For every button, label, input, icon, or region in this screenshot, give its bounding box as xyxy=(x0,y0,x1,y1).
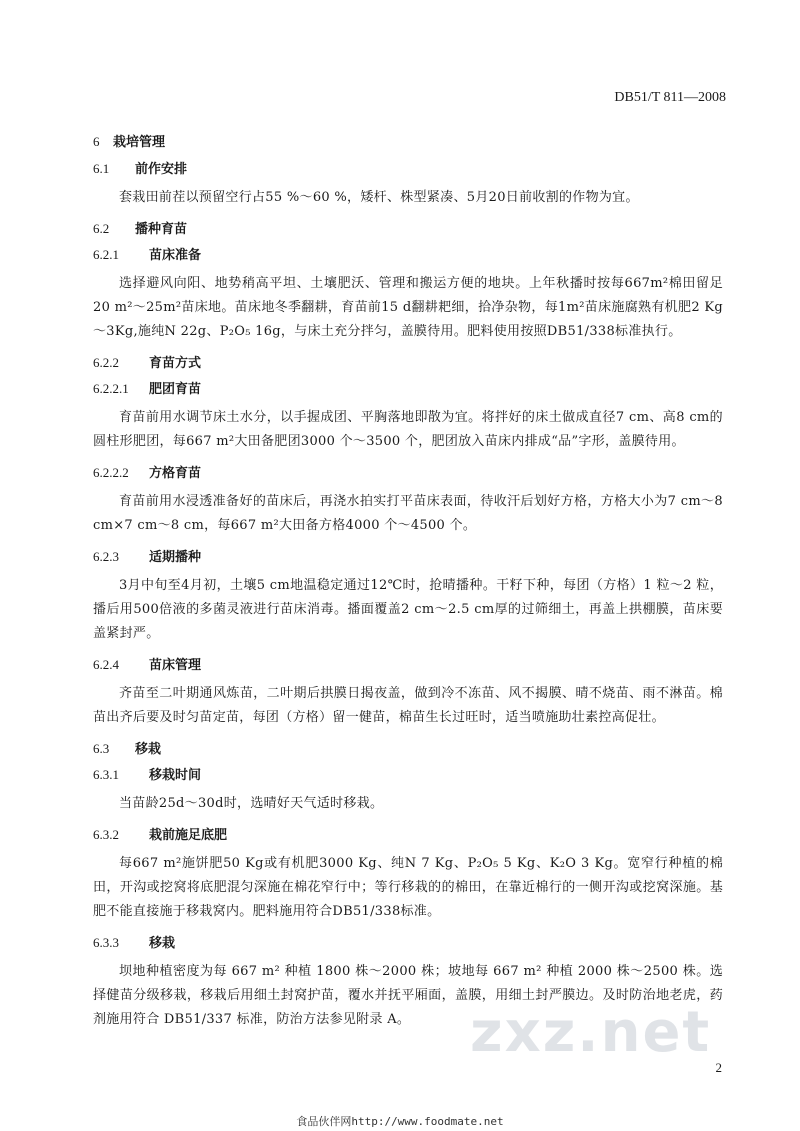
body-paragraph: 当苗龄25d～30d时，选晴好天气适时移栽。 xyxy=(119,796,384,811)
body-paragraph: 育苗前用水浸透准备好的苗床后，再浇水拍实打平苗床表面，待收汗后划好方格，方格大小为7 cm～8 cm×7 cm～8 cm，每667 m²大田备方格4000 个～4500 个。 xyxy=(93,494,723,533)
section-title: 移栽时间 xyxy=(149,768,202,783)
page-footer: 食品伙伴网http://www.foodmate.net xyxy=(296,1115,504,1128)
section-number: 6.3.2 xyxy=(93,827,119,842)
section-title: 播种育苗 xyxy=(135,222,188,237)
section-title: 苗床准备 xyxy=(149,248,202,263)
section-heading xyxy=(93,242,723,268)
section-title: 育苗方式 xyxy=(149,356,202,371)
section-number: 6.3.3 xyxy=(93,935,119,950)
watermark: zxz.net xyxy=(470,1000,712,1065)
section-heading xyxy=(93,350,723,376)
section-number: 6 xyxy=(93,134,100,149)
body-paragraph: 每667 m²施饼肥50 Kg或有机肥3000 Kg、纯N 7 Kg、P₂O₅ 5 Kg、K₂O 3 Kg。宽窄行种植的棉田，开沟或挖窝将底肥混匀深施在棉花窄行中；等行移栽的的棉田，在靠近棉行的一侧开沟或挖窝深施。基肥不能直接施于移栽窝内。肥料施用符合DB51/338标准。 xyxy=(93,856,723,919)
section-heading xyxy=(93,762,723,788)
section-heading xyxy=(93,460,723,486)
section-title: 方格育苗 xyxy=(149,466,202,481)
section-number: 6.2.1 xyxy=(93,247,119,262)
section-number: 6.1 xyxy=(93,161,110,176)
body-paragraph: 3月中旬至4月初，土壤5 cm地温稳定通过12℃时，抢晴播种。干籽下种，每团（方格）1 粒～2 粒，播后用500倍液的多菌灵液进行苗床消毒。播面覆盖2 cm～2.5 cm厚的过筛细土，再盖上拱棚膜，苗床要盖紧封严。 xyxy=(93,578,723,641)
section-title: 栽前施足底肥 xyxy=(149,828,228,843)
section-heading xyxy=(93,822,723,848)
section-number: 6.2.2 xyxy=(93,355,119,370)
section-heading xyxy=(93,156,723,182)
section-number: 6.3.1 xyxy=(93,767,119,782)
section-title: 前作安排 xyxy=(135,162,188,177)
body-paragraph: 育苗前用水调节床土水分，以手握成团、平胸落地即散为宜。将拌好的床土做成直径7 cm、高8 cm的圆柱形肥团，每667 m²大田备肥团3000 个～3500 个，肥团放入苗床内排成“品”字形，盖膜待用。 xyxy=(93,410,723,449)
section-title: 适期播种 xyxy=(149,550,202,565)
body-paragraph: 选择避风向阳、地势稍高平坦、土壤肥沃、管理和搬运方便的地块。上年秋播时按每667m²棉田留足20 m²～25m²苗床地。苗床地冬季翻耕，育苗前15 d翻耕耙细，拾净杂物，每1m²苗床施腐熟有机肥2 Kg～3Kg,施纯N 22g、P₂O₅ 16g，与床土充分拌匀，盖膜待用。肥料使用按照DB51/338标准执行。 xyxy=(93,276,723,339)
document-code: DB51/T 811—2008 xyxy=(614,90,726,105)
body-paragraph: 坝地种植密度为每 667 m² 种植 1800 株～2000 株；坡地每 667 m² 种植 2000 株～2500 株。选择健苗分级移栽，移栽后用细土封窝护苗，覆水并抚平厢面，盖膜，用细土封严膜边。及时防治地老虎，药剂施用符合 DB51/337 标准，防治方法参见附录 A。 xyxy=(93,964,723,1027)
document-body xyxy=(93,128,723,1038)
section-title: 栽培管理 xyxy=(113,135,166,150)
section-title: 苗床管理 xyxy=(149,658,202,673)
section-number: 6.2.4 xyxy=(93,657,119,672)
section-title: 肥团育苗 xyxy=(149,382,202,397)
section-heading xyxy=(93,376,723,402)
section-number: 6.2.2.2 xyxy=(93,465,129,480)
section-number: 6.2.2.1 xyxy=(93,381,129,396)
section-number: 6.2.3 xyxy=(93,549,119,564)
section-title: 移栽 xyxy=(149,936,176,951)
section-heading xyxy=(93,216,723,242)
section-number: 6.3 xyxy=(93,741,110,756)
section-heading xyxy=(93,544,723,570)
section-heading xyxy=(93,930,723,956)
section-number: 6.2 xyxy=(93,221,110,236)
page-number: 2 xyxy=(715,1060,722,1075)
body-paragraph: 套栽田前茬以预留空行占55 %～60 %，矮杆、株型紧凑、5月20日前收割的作物为宜。 xyxy=(119,190,639,205)
section-list xyxy=(93,128,723,1032)
section-title: 移栽 xyxy=(135,742,162,757)
body-paragraph: 齐苗至二叶期通风炼苗，二叶期后拱膜日揭夜盖，做到冷不冻苗、风不揭膜、晴不烧苗、雨不淋苗。棉苗出齐后要及时匀苗定苗，每团（方格）留一健苗，棉苗生长过旺时，适当喷施助壮素控高促壮。 xyxy=(93,686,723,725)
section-heading xyxy=(93,652,723,678)
section-heading xyxy=(93,128,723,156)
section-heading xyxy=(93,736,723,762)
